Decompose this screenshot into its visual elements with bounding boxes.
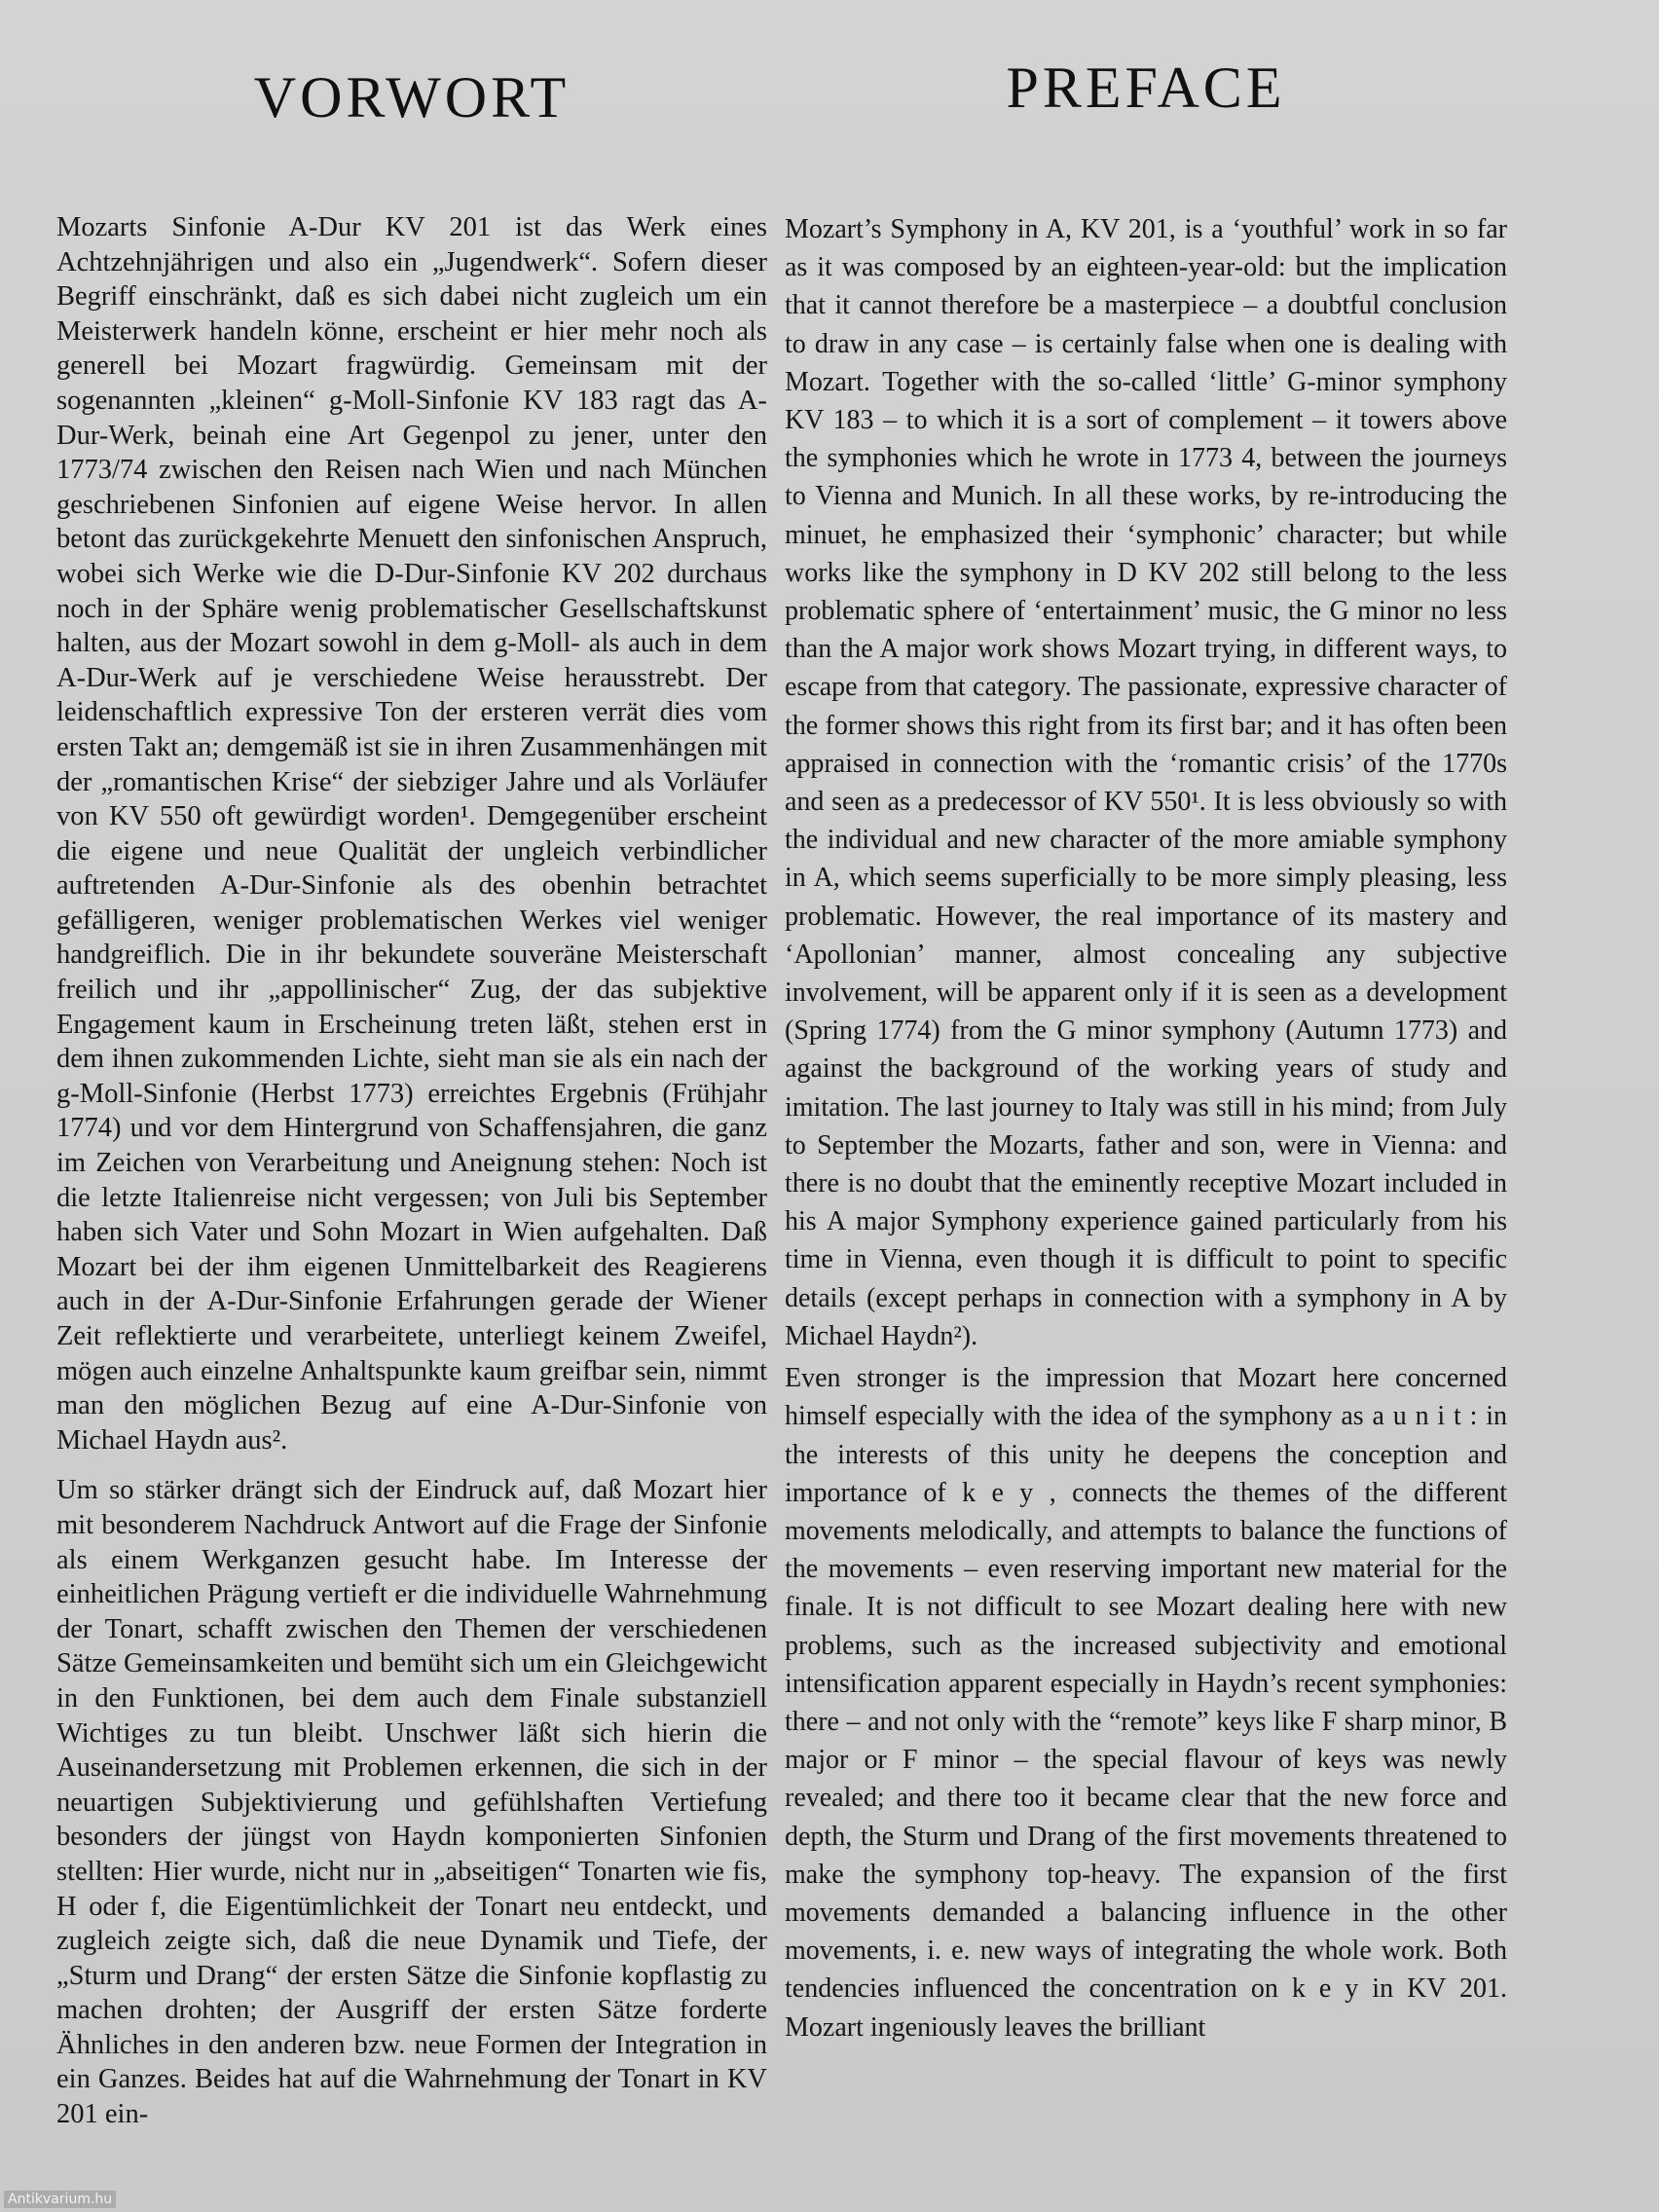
german-paragraph-1: Mozarts Sinfonie A-Dur KV 201 ist das Werk eines Achtzehnjährigen und also ein „Jugendwerk“. Sofern dieser Begriff einschränkt, daß es sich dabei nicht zugleich um ein Meisterwerk handeln könne, erscheint er hier mehr noch als generell bei Mozart fragwürdig. Gemeinsam mit der sogenannten „kleinen“ g-Moll-Sinfonie KV 183 ragt das A-Dur-Werk, beinah eine Art Gegenpol zu jener, unter den 1773/74 zwischen den Reisen nach Wien und nach München geschriebenen Sinfonien auf eigene Weise hervor. In allen betont das zurückgekehrte Menuett den sinfonischen Anspruch, wobei sich Werke wie die D-Dur-Sinfonie KV 202 durchaus noch in der Sphäre wenig problematischer Gesellschaftskunst halten, aus der Mozart sowohl in dem g-Moll- als auch in dem A-Dur-Werk auf je verschiedene Weise herausstrebt. Der leidenschaftlich expressive Ton der ersteren verrät dies vom ersten Takt an; demgemäß ist sie in ihren Zusammenhängen mit der „romantischen Krise“ der siebziger Jahre und als Vorläufer von KV 550 oft gewürdigt worden¹. Demgegenüber erscheint die eigene und neue Qualität der ungleich verbindlicher auftretenden A-Dur-Sinfonie als des obenhin betrachtet gefälligeren, weniger problematischen Werkes viel weniger handgreiflich. Die in ihr bekundete souveräne Meisterschaft freilich und ihr „appollinischer“ Zug, der das subjektive Engagement kaum in Erscheinung treten läßt, stehen erst in dem ihnen zukommenden Lichte, sieht man sie als ein nach der g-Moll-Sinfonie (Herbst 1773) erreichtes Ergebnis (Frühjahr 1774) und vor dem Hintergrund von Schaffensjahren, die ganz im Zeichen von Verarbeitung und Aneignung stehen: Noch ist die letzte Italienreise nicht vergessen; von Juli bis September haben sich Vater und Sohn Mozart in Wien aufgehalten. Daß Mozart bei der ihm eigenen Unmittelbarkeit des Reagierens auch in der A-Dur-Sinfonie Erfahrungen gerade der Wiener Zeit reflektierte und verarbeitete, unterliegt keinem Zweifel, mögen auch einzelne Anhaltspunkte kaum greifbar sein, nimmt man den möglichen Bezug auf eine A-Dur-Sinfonie von Michael Haydn aus². [56,212,767,1456]
english-paragraph-1: Mozart’s Symphony in A, KV 201, is a ‘youthful’ work in so far as it was composed by an eighteen-year-old: but the implication that it cannot therefore be a masterpiece – a doubtful conclusion to draw in any case – is certainly false when one is dealing with Mozart. Together with the so-called ‘little’ G-minor symphony KV 183 – to which it is a sort of complement – it towers above the symphonies which he wrote in 1773 4, between the journeys to Vienna and Munich. In all these works, by re-introducing the minuet, he emphasized their ‘symphonic’ character; but while works like the symphony in D KV 202 still belong to the less problematic sphere of ‘entertainment’ music, the G minor no less than the A major work shows Mozart trying, in different ways, to escape from that category. The passionate, expressive character of the former shows this right from its first bar; and it has often been appraised in connection with the ‘romantic crisis’ of the 1770s and seen as a predecessor of KV 550¹. It is less obviously so with the individual and new character of the more amiable symphony in A, which seems superficially to be more simply pleasing, less problematic. However, the real importance of its mastery and ‘Apollonian’ manner, almost concealing any subjective involvement, will be apparent only if it is seen as a development (Spring 1774) from the G minor symphony (Autumn 1773) and against the background of the working years of study and imitation. The last journey to Italy was still in his mind; from July to September the Mozarts, father and son, were in Vienna: and there is no doubt that the eminently receptive Mozart included in his A major Symphony experience gained particularly from his time in Vienna, even though it is difficult to point to specific details (except perhaps in connection with a symphony in A by Michael Haydn²). [785,214,1507,1351]
german-title: VORWORT [253,65,571,129]
english-title: PREFACE [1006,55,1286,120]
german-column [56,0,767,2132]
german-paragraph-2: Um so stärker drängt sich der Eindruck auf, daß Mozart hier mit besonderem Nachdruck Antwort auf die Frage der Sinfonie als einem Werkganzen gesucht habe. Im Interesse der einheitlichen Prägung vertieft er die individuelle Wahrnehmung der Tonart, schafft zwischen den Themen der verschiedenen Sätze Gemeinsamkeiten und bemüht sich um ein Gleichgewicht in den Funktionen, bei dem auch dem Finale substanziell Wichtiges zu tun bleibt. Unschwer läßt sich hierin die Auseinandersetzung mit Problemen erkennen, die sich in der neuartigen Subjektivierung und gefühlshaften Vertiefung besonders der jüngst von Haydn komponierten Sinfonien stellten: Hier wurde, nicht nur in „abseitigen“ Tonarten wie fis, H oder f, die Eigentümlichkeit der Tonart neu entdeckt, und zugleich zeigte sich, daß die neue Dynamik und Tiefe, der „Sturm und Drang“ der ersten Sätze die Sinfonie kopflastig zu machen drohten; der Ausgriff der ersten Sätze forderte Ähnliches in den anderen bzw. neue Formen der Integration in ein Ganzes. Beides hat auf die Wahrnehmung der Tonart in KV 201 ein- [56,1475,767,2130]
english-paragraph-2: Even stronger is the impression that Mozart here concerned himself especially with the idea of the symphony as a u n i t : in the interests of this unity he deepens the conception and importance of k e y , connects the themes of the different movements melodically, and attempts to balance the functions of the movements – even reserving important new material for the finale. It is not difficult to see Mozart dealing here with new problems, such as the increased subjectivity and emotional intensification apparent especially in Haydn’s recent symphonies: there – and not only with the “remote” keys like F sharp minor, B major or F minor – the special flavour of keys was newly revealed; and there too it became clear that the new force and depth, the Sturm und Drang of the first movements threatened to make the symphony top-heavy. The expansion of the first movements demanded a balancing influence in the other movements, i. e. new ways of integrating the whole work. Both tendencies influenced the concentration on k e y in KV 201. Mozart ingeniously leaves the brilliant [785,1363,1507,2043]
watermark: Antikvarium.hu [4,2191,116,2208]
english-column [785,0,1507,2046]
